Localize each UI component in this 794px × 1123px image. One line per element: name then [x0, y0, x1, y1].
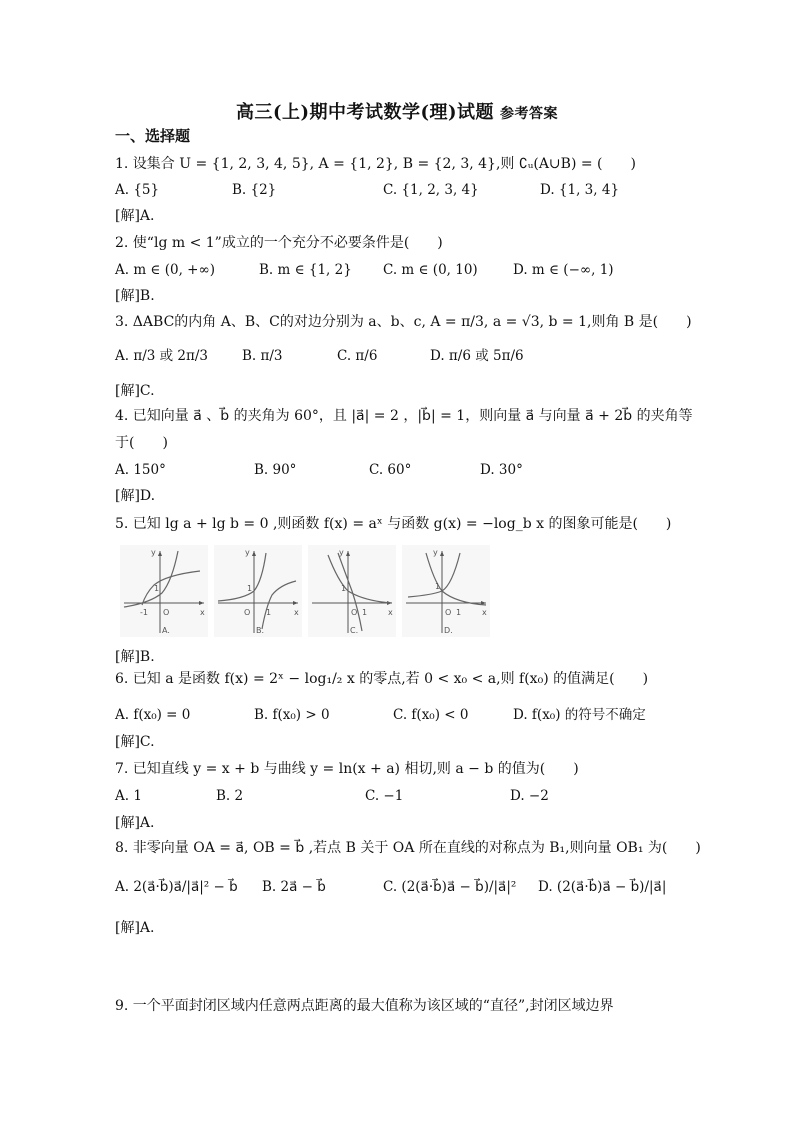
q4-option-a: A. 150° [115, 462, 166, 478]
q6-option-d: D. f(x₀) 的符号不确定 [513, 707, 646, 723]
svg-text:y: y [245, 548, 250, 557]
svg-text:x: x [388, 608, 393, 617]
q2-option-d: D. m ∈ (−∞, 1) [513, 262, 614, 278]
q3-option-a: A. π/3 或 2π/3 [115, 348, 209, 364]
question-1: 1. 设集合 U = {1, 2, 3, 4, 5}, A = {1, 2}, B = {2, 3, 4},则 ∁ᵤ(A∪B) = ( ) [115, 156, 636, 172]
subtitle-text: 参考答案 [500, 106, 559, 122]
question-9: 9. 一个平面封闭区域内任意两点距离的最大值称为该区域的“直径”,封闭区域边界 [115, 998, 614, 1014]
q3-option-b: B. π/3 [242, 348, 283, 364]
q4-option-b: B. 90° [254, 462, 297, 478]
q3-answer: [解]C. [115, 383, 155, 399]
q7-option-c: C. −1 [365, 788, 404, 804]
svg-text:O: O [244, 608, 251, 617]
q1-option-a: A. {5} [115, 182, 160, 198]
question-4-cont: 于( ) [115, 435, 168, 451]
question-6: 6. 已知 a 是函数 f(x) = 2ˣ − log₁/₂ x 的零点,若 0 < x₀ < a,则 f(x₀) 的值满足( ) [115, 671, 649, 687]
graph-d-figure [402, 545, 490, 637]
q2-option-a: A. m ∈ (0, +∞) [115, 262, 215, 278]
graph-option-c [308, 545, 396, 637]
graph-a-figure [120, 545, 208, 637]
svg-text:1: 1 [247, 584, 253, 593]
q6-answer: [解]C. [115, 734, 155, 750]
svg-text:1: 1 [362, 608, 368, 617]
q8-option-a: A. 2(a⃗·b⃗)a⃗/|a⃗|² − b⃗ [115, 879, 238, 895]
graph-b-figure [214, 545, 302, 637]
question-4: 4. 已知向量 a⃗ 、b⃗ 的夹角为 60°，且 |a⃗| = 2 ，|b⃗| = 1，则向量 a⃗ 与向量 a⃗ + 2b⃗ 的夹角等 [115, 408, 693, 424]
q2-option-c: C. m ∈ (0, 10) [383, 262, 478, 278]
graph-c-figure [308, 545, 396, 637]
svg-text:y: y [151, 548, 156, 557]
graph-a-label: A. [162, 626, 170, 635]
q5-answer: [解]B. [115, 649, 155, 665]
svg-text:x: x [294, 608, 299, 617]
question-7: 7. 已知直线 y = x + b 与曲线 y = ln(x + a) 相切,则 a − b 的值为( ) [115, 761, 579, 777]
q4-answer: [解]D. [115, 488, 156, 504]
q2-option-b: B. m ∈ {1, 2} [259, 262, 352, 278]
page-title [0, 98, 794, 124]
svg-text:x: x [482, 608, 487, 617]
q8-answer: [解]A. [115, 920, 155, 936]
svg-text:1: 1 [154, 584, 160, 593]
q3-option-c: C. π/6 [337, 348, 378, 364]
q7-option-d: D. −2 [510, 788, 549, 804]
q4-option-c: C. 60° [369, 462, 412, 478]
svg-text:1: 1 [266, 608, 272, 617]
section-heading: 一、选择题 [115, 127, 191, 145]
q1-option-d: D. {1, 3, 4} [540, 182, 620, 198]
q7-option-a: A. 1 [115, 788, 142, 804]
question-8: 8. 非零向量 OA = a⃗, OB = b⃗ ,若点 B 关于 OA 所在直线的对称点为 B₁,则向量 OB₁ 为( ) [115, 840, 701, 856]
graph-c-label: C. [350, 626, 359, 635]
svg-text:O: O [163, 608, 170, 617]
title-text: 高三(上)期中考试数学(理)试题 [235, 102, 495, 123]
q8-option-c: C. (2(a⃗·b⃗)a⃗ − b⃗)/|a⃗|² [383, 879, 517, 895]
q1-option-b: B. {2} [232, 182, 277, 198]
q5-graph-options [120, 545, 490, 637]
q6-option-b: B. f(x₀) > 0 [254, 707, 330, 723]
q1-option-c: C. {1, 2, 3, 4} [383, 182, 479, 198]
q8-option-d: D. (2(a⃗·b⃗)a⃗ − b⃗)/|a⃗| [538, 879, 667, 895]
svg-text:O: O [351, 608, 358, 617]
q3-option-d: D. π/6 或 5π/6 [430, 348, 524, 364]
graph-option-d [402, 545, 490, 637]
question-5: 5. 已知 lg a + lg b = 0 ,则函数 f(x) = aˣ 与函数 g(x) = −log_b x 的图象可能是( ) [115, 516, 672, 532]
question-2: 2. 使“lg m < 1”成立的一个充分不必要条件是( ) [115, 235, 443, 251]
svg-text:x: x [200, 608, 205, 617]
q6-option-a: A. f(x₀) = 0 [115, 707, 191, 723]
svg-text:1: 1 [341, 584, 347, 593]
q1-answer: [解]A. [115, 208, 155, 224]
question-3: 3. ΔABC的内角 A、B、C的对边分别为 a、b、c, A = π/3, a = √3, b = 1,则角 B 是( ) [115, 314, 692, 330]
svg-text:1: 1 [435, 582, 441, 591]
q2-answer: [解]B. [115, 288, 155, 304]
svg-text:y: y [339, 548, 344, 557]
graph-b-label: B. [256, 626, 265, 635]
svg-text:1: 1 [456, 608, 462, 617]
svg-text:y: y [433, 548, 438, 557]
graph-option-b [214, 545, 302, 637]
graph-option-a [120, 545, 208, 637]
svg-text:-1: -1 [140, 608, 148, 617]
graph-d-label: D. [444, 626, 453, 635]
q7-option-b: B. 2 [216, 788, 244, 804]
q8-option-b: B. 2a⃗ − b⃗ [262, 879, 326, 895]
q4-option-d: D. 30° [480, 462, 523, 478]
q7-answer: [解]A. [115, 815, 155, 831]
svg-text:O: O [445, 608, 452, 617]
q6-option-c: C. f(x₀) < 0 [393, 707, 469, 723]
